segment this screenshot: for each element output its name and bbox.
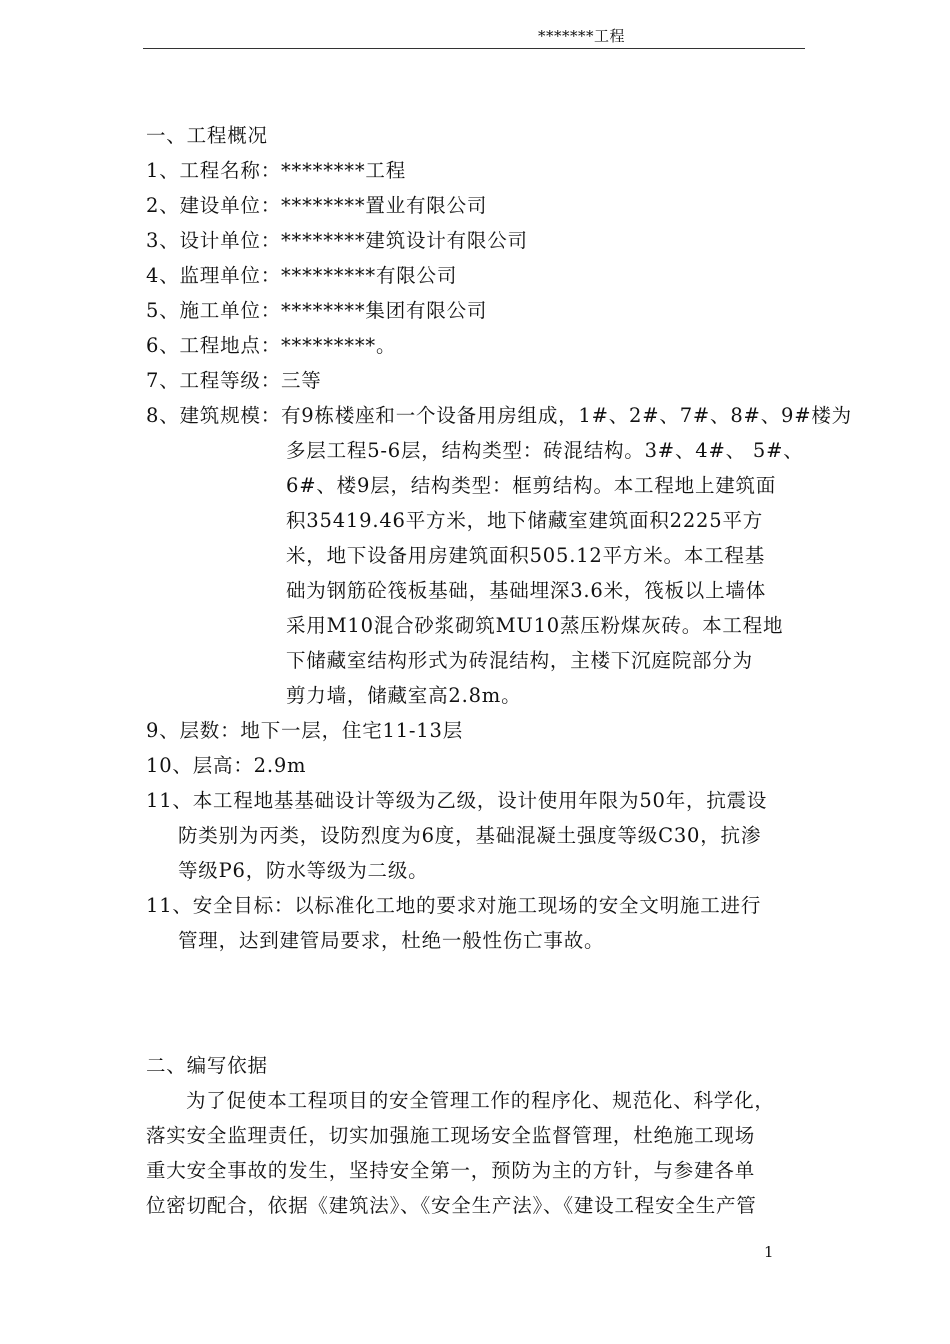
overview-item-6: 6、工程地点：*********。 xyxy=(146,334,397,357)
foundation-line: 防类别为丙类，设防烈度为6度，基础混凝土强度等级C30，抗渗 xyxy=(178,824,762,847)
section-heading-basis: 二、编写依据 xyxy=(146,1054,268,1077)
foundation-line: 等级P6，防水等级为二级。 xyxy=(178,859,429,882)
basis-paragraph-line: 落实安全监理责任，切实加强施工现场安全监督管理，杜绝施工现场 xyxy=(146,1124,756,1147)
overview-item-8-scale: 8、建筑规模：有9栋楼座和一个设备用房组成，1#、2#、7#、8#、9#楼为 xyxy=(146,404,852,427)
overview-item-2: 2、建设单位：********置业有限公司 xyxy=(146,194,488,217)
basis-paragraph-line: 重大安全事故的发生，坚持安全第一，预防为主的方针，与参建各单 xyxy=(146,1159,756,1182)
scale-line: 础为钢筋砼筏板基础，基础埋深3.6米，筏板以上墙体 xyxy=(286,579,767,602)
overview-item-3: 3、设计单位：********建筑设计有限公司 xyxy=(146,229,528,252)
scale-line: 采用M10混合砂浆砌筑MU10蒸压粉煤灰砖。本工程地 xyxy=(286,614,784,637)
basis-paragraph-line: 位密切配合，依据《建筑法》、《安全生产法》、《建设工程安全生产管 xyxy=(146,1194,757,1217)
overview-item-7: 7、工程等级：三等 xyxy=(146,369,322,392)
scale-line: 积35419.46平方米，地下储藏室建筑面积2225平方 xyxy=(286,509,764,532)
section-spacer xyxy=(146,958,810,1048)
safety-line: 管理，达到建管局要求，杜绝一般性伤亡事故。 xyxy=(178,929,605,952)
page-number: 1 xyxy=(764,1243,774,1261)
document-body xyxy=(146,118,852,1223)
overview-item-9: 9、层数：地下一层，住宅11-13层 xyxy=(146,719,464,742)
overview-item-11-safety: 11、安全目标：以标准化工地的要求对施工现场的安全文明施工进行 xyxy=(146,894,762,917)
overview-item-11-foundation: 11、本工程地基基础设计等级为乙级，设计使用年限为50年，抗震设 xyxy=(146,789,768,812)
overview-item-4: 4、监理单位：*********有限公司 xyxy=(146,264,458,287)
section-heading-overview: 一、工程概况 xyxy=(146,124,268,147)
scale-line: 多层工程5-6层，结构类型：砖混结构。3#、4#、 5#、 xyxy=(286,439,804,462)
overview-item-10: 10、层高：2.9m xyxy=(146,754,307,777)
overview-item-5: 5、施工单位：********集团有限公司 xyxy=(146,299,488,322)
overview-item-1: 1、工程名称：********工程 xyxy=(146,159,407,182)
scale-line: 下储藏室结构形式为砖混结构，主楼下沉庭院部分为 xyxy=(286,649,753,672)
basis-paragraph-line: 为了促使本工程项目的安全管理工作的程序化、规范化、科学化， xyxy=(186,1089,775,1112)
page-header xyxy=(143,24,805,49)
scale-line: 剪力墙，储藏室高2.8m。 xyxy=(286,684,522,707)
scale-line: 米，地下设备用房建筑面积505.12平方米。本工程基 xyxy=(286,544,766,567)
scale-line: 6#、楼9层，结构类型：框剪结构。本工程地上建筑面 xyxy=(286,474,777,497)
header-title: *******工程 xyxy=(537,27,625,45)
